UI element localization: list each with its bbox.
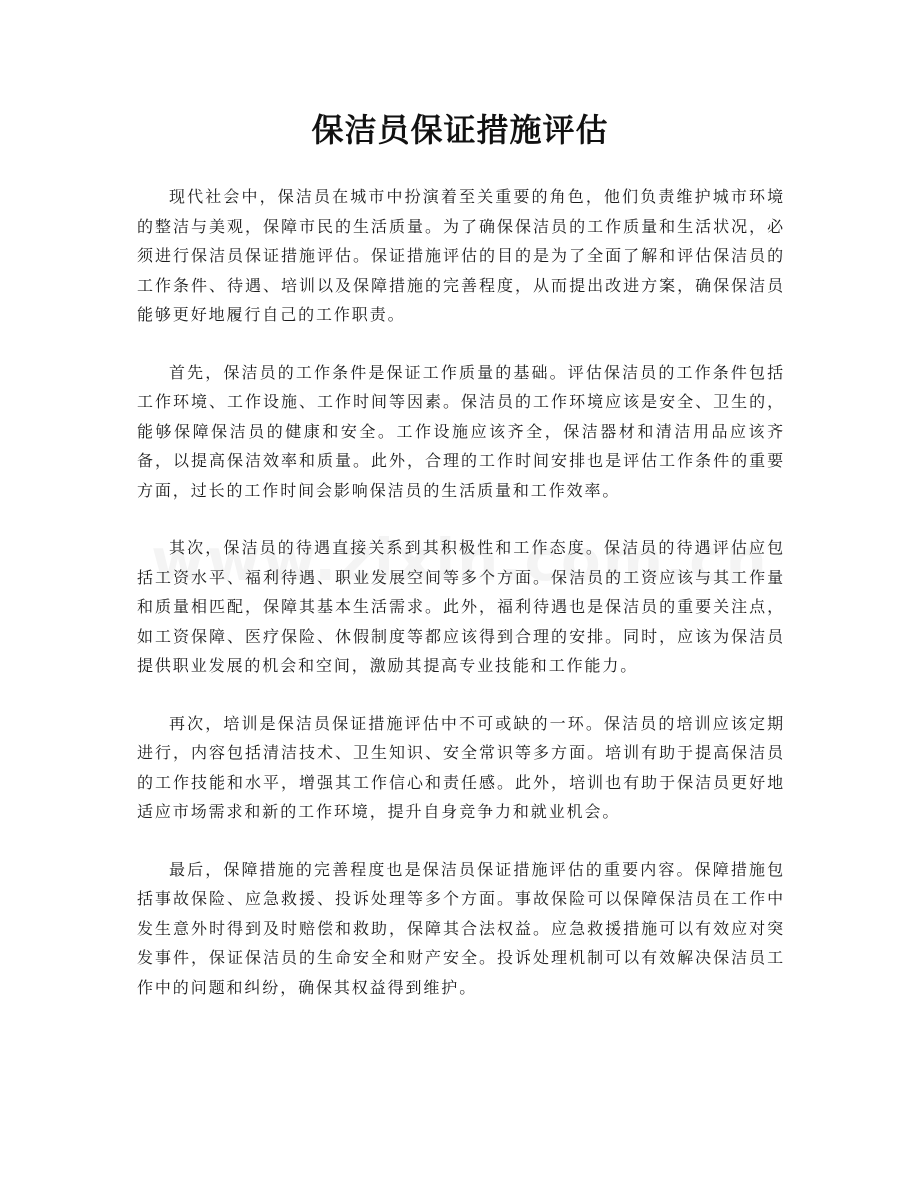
paragraph-training: 再次，培训是保洁员保证措施评估中不可或缺的一环。保洁员的培训应该定期进行，内容包括清洁技术、卫生知识、安全常识等多方面。培训有助于提高保洁员的工作技能和水平，增强其工作信心和责任感。此外，培训也有助于保洁员更好地适应市场需求和新的工作环境，提升自身竞争力和就业机会。 bbox=[137, 713, 785, 821]
paragraph-safeguards: 最后，保障措施的完善程度也是保洁员保证措施评估的重要内容。保障措施包括事故保险、应急救援、投诉处理等多个方面。事故保险可以保障保洁员在工作中发生意外时得到及时赔偿和救助，保障其合法权益。应急救援措施可以有效应对突发事件，保证保洁员的生命安全和财产安全。投诉处理机制可以有效解决保洁员工作中的问题和纠纷，确保其权益得到维护。 bbox=[137, 859, 785, 997]
paragraph-intro: 现代社会中，保洁员在城市中扮演着至关重要的角色，他们负责维护城市环境的整洁与美观，保障市民的生活质量。为了确保保洁员的工作质量和生活状况，必须进行保洁员保证措施评估。保证措施评估的目的是为了全面了解和评估保洁员的工作条件、待遇、培训以及保障措施的完善程度，从而提出改进方案，确保保洁员能够更好地履行自己的工作职责。 bbox=[137, 187, 785, 324]
paragraph-work-conditions: 首先，保洁员的工作条件是保证工作质量的基础。评估保洁员的工作条件包括工作环境、工作设施、工作时间等因素。保洁员的工作环境应该是安全、卫生的，能够保障保洁员的健康和安全。工作设施应该齐全，保洁器材和清洁用品应该齐备，以提高保洁效率和质量。此外，合理的工作时间安排也是评估工作条件的重要方面，过长的工作时间会影响保洁员的生活质量和工作效率。 bbox=[137, 362, 785, 500]
document-body bbox=[137, 182, 785, 1030]
document-title: 保洁员保证措施评估 bbox=[311, 111, 609, 149]
paragraph-treatment: 其次，保洁员的待遇直接关系到其积极性和工作态度。保洁员的待遇评估应包括工资水平、福利待遇、职业发展空间等多个方面。保洁员的工资应该与其工作量和质量相匹配，保障其基本生活需求。此外，福利待遇也是保洁员的重要关注点，如工资保障、医疗保险、休假制度等都应该得到合理的安排。同时，应该为保洁员提供职业发展的机会和空间，激励其提高专业技能和工作能力。 bbox=[137, 538, 785, 675]
